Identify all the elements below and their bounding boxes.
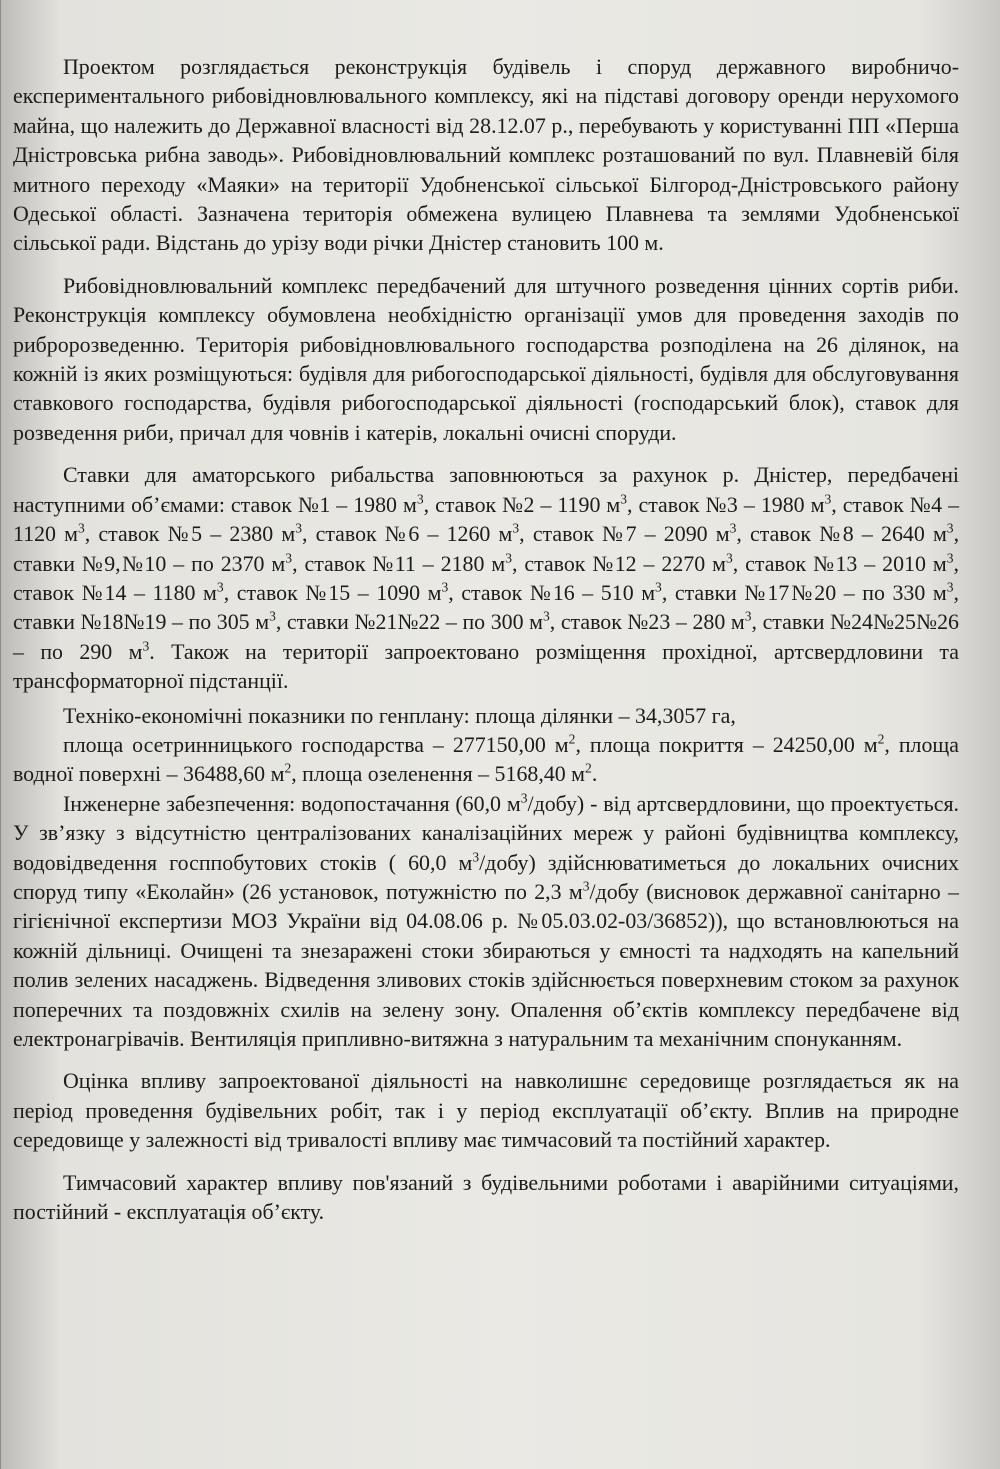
pond-outro: Також на території запроектовано розміщення прохідної, артсвердловини та трансформаторної підстанції. (13, 638, 959, 694)
pond-label: ставок №23 – (555, 609, 693, 635)
pond-value: 2180 м (440, 550, 506, 576)
pond-volume-item: ставки №21№22 – по 300 $м^3$, (281, 608, 556, 635)
pond-value: 2270 м (661, 550, 726, 576)
pond-label: ставки №21№22 – по (281, 609, 491, 635)
pond-label: ставок №2 – (429, 491, 558, 517)
pond-volume-item: ставки №17№20 – по 330 $м^3$, (667, 579, 959, 605)
pond-value: 2380 м (229, 521, 296, 547)
pond-volume-item: ставки №24№25№26 – по 290 $м^3$. (13, 609, 959, 664)
paragraph-pond-volumes (13, 460, 959, 695)
pond-volume-item: ставки №9,№10 – по 2370 $м^3$, (13, 550, 298, 576)
pond-volume-item: ставок №11 – 2180 $м^3$, (297, 550, 518, 576)
pond-label: ставки №9,№10 – по (13, 550, 221, 576)
pond-volume-item: ставок №23 – 280 $м^3$, (555, 608, 757, 635)
pond-value: 2090 м (663, 521, 730, 547)
pond-value: 1980 м (760, 491, 825, 517)
pond-value: 1090 м (376, 579, 442, 605)
pond-value: 1190 м (557, 491, 621, 517)
pond-volume-item: ставок №4 – 1120 $м^3$, (13, 491, 960, 547)
pond-unit-exponent: 3 (620, 491, 628, 507)
pond-label: ставок №4 – (836, 491, 960, 517)
pond-value: 290 м (79, 638, 143, 664)
pond-volume-item: ставок №16 – 510 $м^3$, (453, 579, 668, 605)
pond-unit-exponent: 3 (946, 579, 954, 595)
pond-volume-item: ставок №3 – 1980 $м^3$, (632, 491, 837, 517)
paragraph-project-description: Проектом розглядається реконструкція будівель і споруд державного виробничо-експериментального рибовідновлювального комплексу, які на підставі договору оренди нерухомого майна, що належить до Державної власності від 28.12.07 р., перебувають у користуванні ПП «Перша Дністровська рибна заводь». Рибовідновлювальний комплекс розташований по вул. Плавневій біля митного переходу «Маяки» на території Удобненської сільської Білгород-Дністровського району Одеської області. Зазначена територія обмежена вулицею Плавнева та землями Удобненської сільської ради. Відстань до урізу води річки Дністер становить 100 м. (13, 54, 959, 256)
paragraph-economic-indicators-line1: Техніко-економічні показники по генплану: площа ділянки – 34,3057 га, (63, 702, 736, 728)
pond-value: 2640 м (881, 521, 947, 547)
pond-value: 2010 м (882, 550, 947, 576)
pond-unit-exponent: 3 (416, 491, 424, 507)
pond-label: ставок №1 – (224, 491, 354, 517)
pond-unit-exponent: 3 (542, 608, 550, 624)
pond-volume-item: ставок №5 – 2380 $м^3$, (90, 520, 308, 547)
pond-unit-exponent: 3 (725, 550, 733, 566)
pond-unit-exponent: 3 (505, 550, 512, 566)
pond-label: ставок №11 – (297, 550, 441, 576)
pond-label: ставок №7 – (524, 521, 664, 547)
pond-unit-exponent: 3 (441, 579, 449, 595)
pond-volume-item: ставок №13 – 2010 $м^3$, (738, 550, 959, 576)
pond-volume-item: ставок №8 – 2640 $м^3$, (741, 520, 960, 547)
pond-label: ставки №18№19 – по (13, 609, 217, 635)
pond-label: ставок №8 – (741, 521, 881, 547)
pond-unit-exponent: 3 (729, 520, 737, 536)
pond-label: ставок №13 – (738, 550, 883, 576)
pond-unit-exponent: 3 (285, 550, 293, 566)
pond-value: 1120 м (13, 521, 78, 547)
pond-value: 330 м (892, 579, 947, 605)
pond-unit-exponent: 3 (512, 520, 520, 536)
document-body (13, 52, 959, 1226)
pond-unit-exponent: 3 (655, 579, 662, 595)
pond-value: 280 м (692, 609, 745, 635)
pond-label: ставок №16 – (453, 579, 601, 605)
paragraph-engineering-support: Інженерне забезпечення: водопостачання (60,0 $м^3/добу$) - від артсвердловини, що проектується. У зв’язку з відсутністю централізованих каналізаційних мереж у районі будівництва комплексу, водовідведення госппобутових стоків ( 60,0 $м^3/добу$) здійснюватиметься до локальних очисних споруд типу «Еколайн» (26 установок, потужністю по 2,3 $м^3$/добу (висновок державної санітарно – гігієнічної експертизи МОЗ України від 04.08.06 р. №05.03.02-03/36852)), що встановлюються на кожній дільниці. Очищені та знезаражені стоки збираються у ємності та надходять на капельний полив зелених насаджень. Відведення зливових стоків здійснюється поверхневим стоком за рахунок поперечних та поздовжніх схилів на зелену зону. Опалення об’єктів комплексу передбачене від електронагрівачів. Вентиляція припливно-витяжна з натуральним та механічним спонуканням. (13, 790, 959, 1051)
pond-unit-exponent: 3 (946, 520, 954, 536)
pond-label: ставок №15 – (229, 579, 377, 605)
pond-unit-exponent: 3 (216, 579, 224, 595)
pond-value: 300 м (490, 609, 543, 635)
pond-label: ставок №5 – (90, 521, 230, 547)
paragraph-complex-purpose: Рибовідновлювальний комплекс передбачений для штучного розведення цінних сортів риби. Реконструкція комплексу обумовлена необхідністю організації умов для проведення заходів по рибророзведенню. Територія рибовідновлювального господарства розподілена на 26 ділянок, на кожній із яких розміщуються: будівля для рибогосподарської діяльності, будівля для обслуговування ставкового господарства, будівля рибогосподарської діяльності (господарський блок), ставок для розведення риби, причал для човнів і катерів, локальні очисні споруди. (13, 272, 959, 445)
pond-unit-exponent: 3 (744, 608, 752, 624)
paragraph-impact-assessment: Оцінка впливу запроектованої діяльності на навколишнє середовище розглядається як на період проведення будівельних робіт, так і у період експлуатації об’єкту. Вплив на природне середовище у залежності від тривалості впливу має тимчасовий та постійний характер. (13, 1068, 959, 1153)
pond-volume-item: ставок №7 – 2090 $м^3$, (524, 520, 742, 547)
pond-label: ставок №14 – (13, 579, 153, 605)
pond-label: ставки №24№25№26 – по (13, 609, 959, 664)
pond-label: ставок №12 – (517, 550, 662, 576)
pond-volume-item: ставок №2 – 1190 $м^3$, (429, 491, 633, 517)
paragraph-temporary-impact: Тимчасовий характер впливу пов'язаний з будівельними роботами і аварійними ситуаціями, постійний - експлуатація об’єкту. (13, 1169, 959, 1225)
pond-unit-exponent: 3 (824, 491, 832, 507)
paragraph-economic-indicators: площа осетринницького господарства – 277150,00 $м^2$, площа покриття – 24250,00 $м^2$, площа водної поверхні – 36488,60 $м^2$, площа озеленення – 5168,40 $м^2$. (13, 731, 959, 787)
pond-value: 1260 м (446, 521, 513, 547)
pond-label: ставки №17№20 – по (667, 579, 893, 605)
pond-volume-item: ставок №6 – 1260 $м^3$, (307, 520, 525, 547)
pond-label: ставок №6 – (307, 521, 447, 547)
pond-value: 510 м (600, 579, 656, 605)
pond-value: 1980 м (353, 491, 417, 517)
pond-volume-item: ставок №14 – 1180 $м^3$, (13, 579, 230, 605)
pond-volume-item: ставок №15 – 1090 $м^3$, (229, 579, 454, 605)
pond-volume-item: ставки №18№19 – по 305 $м^3$, (13, 608, 282, 635)
pond-value: 2370 м (220, 550, 286, 576)
pond-volume-item: ставок №1 – 1980 $м^3$, (224, 491, 430, 517)
pond-unit-exponent: 3 (295, 520, 302, 536)
pond-value: 1180 м (152, 579, 217, 605)
pond-value: 305 м (216, 609, 270, 635)
pond-volume-item: ставок №12 – 2270 $м^3$, (517, 550, 739, 576)
pond-unit-exponent: 3 (142, 638, 150, 654)
pond-label: ставок №3 – (632, 491, 761, 517)
pond-unit-exponent: 3 (77, 520, 85, 536)
pond-intro: Ставки для аматорського рибальства заповнюються за рахунок р. Дністер, передбачені наступними об’ємами: (13, 462, 959, 517)
pond-unit-exponent: 3 (269, 608, 276, 624)
pond-unit-exponent: 3 (946, 550, 954, 566)
